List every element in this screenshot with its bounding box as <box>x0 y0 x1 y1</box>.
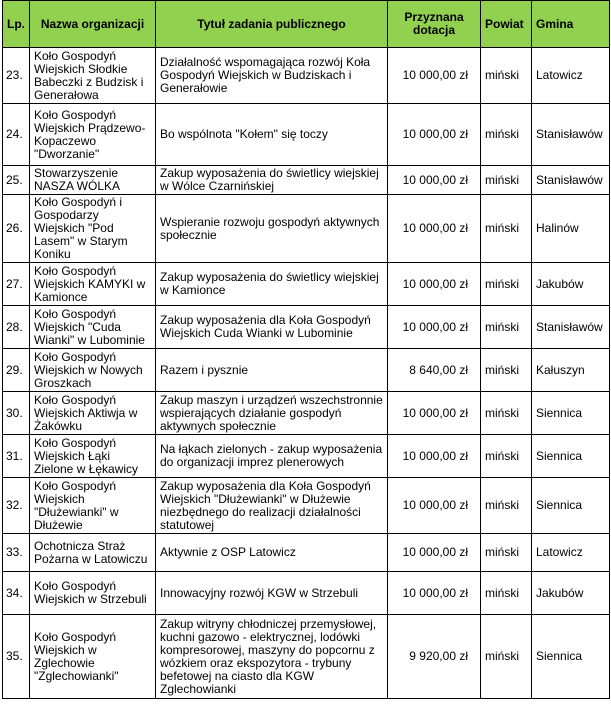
header-gmina: Gmina <box>532 1 610 48</box>
cell-grant: 10 000,00 zł <box>388 48 481 104</box>
table-body <box>3 48 610 699</box>
cell-lp: 26. <box>3 195 30 263</box>
cell-organization: Koło Gospodyń Wiejskich "Dłużewianki" w Dłużewie <box>30 478 156 534</box>
cell-powiat: miński <box>481 104 532 166</box>
cell-grant: 10 000,00 zł <box>388 435 481 478</box>
cell-grant: 10 000,00 zł <box>388 195 481 263</box>
table-row <box>3 478 610 534</box>
cell-gmina: Siennica <box>532 392 610 435</box>
cell-grant: 8 640,00 zł <box>388 349 481 392</box>
cell-powiat: miński <box>481 306 532 349</box>
cell-lp: 23. <box>3 48 30 104</box>
table-row <box>3 572 610 615</box>
cell-task-title: Zakup wyposażenia do świetlicy wiejskiej w Wólce Czarnińskiej <box>156 166 388 195</box>
cell-grant: 10 000,00 zł <box>388 166 481 195</box>
cell-lp: 24. <box>3 104 30 166</box>
cell-gmina: Stanisławów <box>532 104 610 166</box>
cell-task-title: Innowacyjny rozwój KGW w Strzebuli <box>156 572 388 615</box>
cell-lp: 29. <box>3 349 30 392</box>
table-row <box>3 349 610 392</box>
cell-organization: Koło Gospodyń Wiejskich w Strzebuli <box>30 572 156 615</box>
table-row <box>3 104 610 166</box>
cell-task-title: Działalność wspomagająca rozwój Koła Gospodyń Wiejskich w Budziskach i Generałowie <box>156 48 388 104</box>
table-row <box>3 166 610 195</box>
cell-lp: 32. <box>3 478 30 534</box>
cell-gmina: Stanisławów <box>532 306 610 349</box>
header-org: Nazwa organizacji <box>30 1 156 48</box>
cell-organization: Koło Gospodyń Wiejskich w Zglechowie "Zglechowianki" <box>30 615 156 699</box>
cell-organization: Stowarzyszenie NASZA WÓLKA <box>30 166 156 195</box>
cell-gmina: Stanisławów <box>532 166 610 195</box>
cell-task-title: Aktywnie z OSP Latowicz <box>156 534 388 572</box>
cell-gmina: Halinów <box>532 195 610 263</box>
cell-organization: Koło Gospodyń Wiejskich KAMYKI w Kamionce <box>30 263 156 306</box>
cell-task-title: Razem i pysznie <box>156 349 388 392</box>
table-row <box>3 263 610 306</box>
cell-organization: Koło Gospodyń Wiejskich w Nowych Groszkach <box>30 349 156 392</box>
cell-powiat: miński <box>481 615 532 699</box>
cell-organization: Koło Gospodyń Wiejskich Łąki Zielone w Łękawicy <box>30 435 156 478</box>
cell-lp: 25. <box>3 166 30 195</box>
cell-gmina: Latowicz <box>532 534 610 572</box>
table-row <box>3 615 610 699</box>
cell-grant: 9 920,00 zł <box>388 615 481 699</box>
cell-powiat: miński <box>481 263 532 306</box>
cell-powiat: miński <box>481 166 532 195</box>
cell-task-title: Zakup witryny chłodniczej przemysłowej, kuchni gazowo - elektrycznej, lodówki kompresorowej, maszyny do popcornu z wózkiem oraz ekspozytora - trybuny befetowej na ciasto dla KGW Zglechowianki <box>156 615 388 699</box>
cell-lp: 28. <box>3 306 30 349</box>
grants-table <box>2 0 610 699</box>
cell-grant: 10 000,00 zł <box>388 306 481 349</box>
cell-gmina: Latowicz <box>532 48 610 104</box>
cell-lp: 27. <box>3 263 30 306</box>
header-powiat: Powiat <box>481 1 532 48</box>
cell-organization: Koło Gospodyń Wiejskich Aktiwja w Żakówku <box>30 392 156 435</box>
cell-organization: Koło Gospodyń Wiejskich Prądzewo-Kopaczewo "Dworzanie" <box>30 104 156 166</box>
cell-powiat: miński <box>481 195 532 263</box>
table-row <box>3 435 610 478</box>
cell-task-title: Zakup wyposażenia dla Koła Gospodyń Wiejskich Cuda Wianki w Lubominie <box>156 306 388 349</box>
cell-powiat: miński <box>481 435 532 478</box>
cell-gmina: Kałuszyn <box>532 349 610 392</box>
cell-powiat: miński <box>481 392 532 435</box>
cell-task-title: Bo wspólnota "Kołem" się toczy <box>156 104 388 166</box>
cell-powiat: miński <box>481 478 532 534</box>
cell-powiat: miński <box>481 534 532 572</box>
cell-lp: 34. <box>3 572 30 615</box>
table-row <box>3 534 610 572</box>
cell-lp: 33. <box>3 534 30 572</box>
cell-organization: Koło Gospodyń Wiejskich "Cuda Wianki" w Lubominie <box>30 306 156 349</box>
header-grant: Przyznana dotacja <box>388 1 481 48</box>
cell-task-title: Zakup wyposażenia dla Koła Gospodyń Wiejskich "Dłużewianki" w Dłużewie niezbędnego do realizacji działalności statutowej <box>156 478 388 534</box>
cell-grant: 10 000,00 zł <box>388 534 481 572</box>
table-row <box>3 195 610 263</box>
cell-powiat: miński <box>481 349 532 392</box>
cell-gmina: Siennica <box>532 615 610 699</box>
table-row <box>3 306 610 349</box>
cell-gmina: Siennica <box>532 435 610 478</box>
header-title: Tytuł zadania publicznego <box>156 1 388 48</box>
cell-lp: 31. <box>3 435 30 478</box>
cell-task-title: Wspieranie rozwoju gospodyń aktywnych społecznie <box>156 195 388 263</box>
table-row <box>3 48 610 104</box>
cell-grant: 10 000,00 zł <box>388 263 481 306</box>
cell-grant: 10 000,00 zł <box>388 392 481 435</box>
table-header <box>3 1 610 48</box>
header-lp: Lp. <box>3 1 30 48</box>
cell-grant: 10 000,00 zł <box>388 478 481 534</box>
cell-powiat: miński <box>481 48 532 104</box>
cell-organization: Koło Gospodyń Wiejskich Słodkie Babeczki z Budzisk i Generałowa <box>30 48 156 104</box>
cell-powiat: miński <box>481 572 532 615</box>
cell-task-title: Zakup maszyn i urządzeń wszechstronnie wspierających działanie gospodyń aktywnych społecznie <box>156 392 388 435</box>
cell-grant: 10 000,00 zł <box>388 104 481 166</box>
cell-gmina: Jakubów <box>532 572 610 615</box>
cell-organization: Koło Gospodyń i Gospodarzy Wiejskich "Pod Lasem" w Starym Koniku <box>30 195 156 263</box>
table-row <box>3 392 610 435</box>
cell-grant: 10 000,00 zł <box>388 572 481 615</box>
cell-task-title: Na łąkach zielonych - zakup wyposażenia do organizacji imprez plenerowych <box>156 435 388 478</box>
cell-gmina: Siennica <box>532 478 610 534</box>
cell-task-title: Zakup wyposażenia do świetlicy wiejskiej w Kamionce <box>156 263 388 306</box>
cell-gmina: Jakubów <box>532 263 610 306</box>
cell-lp: 30. <box>3 392 30 435</box>
cell-organization: Ochotnicza Straż Pożarna w Latowiczu <box>30 534 156 572</box>
header-row <box>3 1 610 48</box>
cell-lp: 35. <box>3 615 30 699</box>
